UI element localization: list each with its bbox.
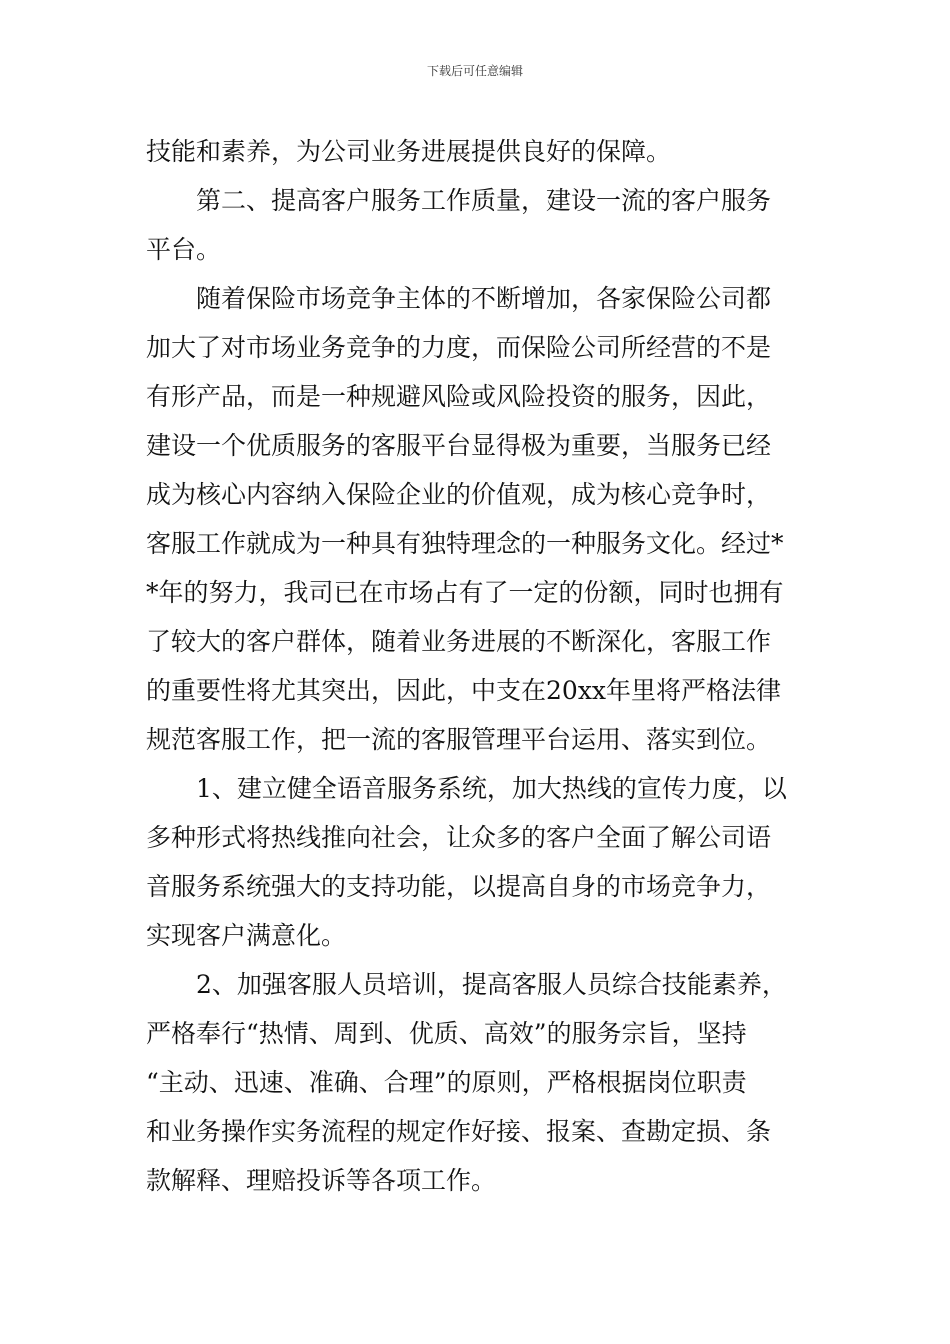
- text-line: 的重要性将尤其突出，因此，中支在20xx年里将严格法律: [146, 676, 782, 705]
- text-line: 有形产品，而是一种规避风险或风险投资的服务，因此，: [146, 382, 772, 411]
- page-header-note: 下载后可任意编辑: [426, 64, 523, 78]
- text-line: 建设一个优质服务的客服平台显得极为重要，当服务已经: [146, 431, 772, 460]
- text-line: 客服工作就成为一种具有独特理念的一种服务文化。经过*: [146, 529, 784, 558]
- text-line: 随着保险市场竞争主体的不断增加，各家保险公司都: [196, 284, 772, 313]
- text-line: 规范客服工作，把一流的客服管理平台运用、落实到位。: [146, 725, 772, 754]
- text-line: 1、建立健全语音服务系统，加大热线的宣传力度，以: [196, 774, 787, 803]
- text-line: 和业务操作实务流程的规定作好接、报案、查勘定损、条: [146, 1117, 772, 1146]
- text-line: 了较大的客户群体，随着业务进展的不断深化，客服工作: [146, 627, 772, 656]
- text-line: 实现客户满意化。: [146, 921, 347, 950]
- text-line: 严格奉行“热情、周到、优质、高效”的服务宗旨，坚持: [146, 1019, 747, 1048]
- text-line: 加大了对市场业务竞争的力度，而保险公司所经营的不是: [146, 333, 772, 362]
- text-line: 技能和素养，为公司业务进展提供良好的保障。: [146, 137, 672, 166]
- text-line: 成为核心内容纳入保险企业的价值观，成为核心竞争时，: [146, 480, 772, 509]
- text-line: 音服务系统强大的支持功能，以提高自身的市场竞争力，: [146, 872, 772, 901]
- text-line: 款解释、理赔投诉等各项工作。: [146, 1166, 497, 1195]
- text-line: 第二、提高客户服务工作质量，建设一流的客户服务: [196, 186, 772, 215]
- text-line: *年的努力，我司已在市场占有了一定的份额，同时也拥有: [146, 578, 784, 607]
- text-line: “主动、迅速、准确、合理”的原则，严格根据岗位职责: [146, 1068, 747, 1097]
- text-line: 2、加强客服人员培训，提高客服人员综合技能素养，: [196, 970, 787, 999]
- text-line: 多种形式将热线推向社会，让众多的客户全面了解公司语: [146, 823, 772, 852]
- document-body: [146, 127, 814, 1205]
- text-line: 平台。: [146, 235, 222, 264]
